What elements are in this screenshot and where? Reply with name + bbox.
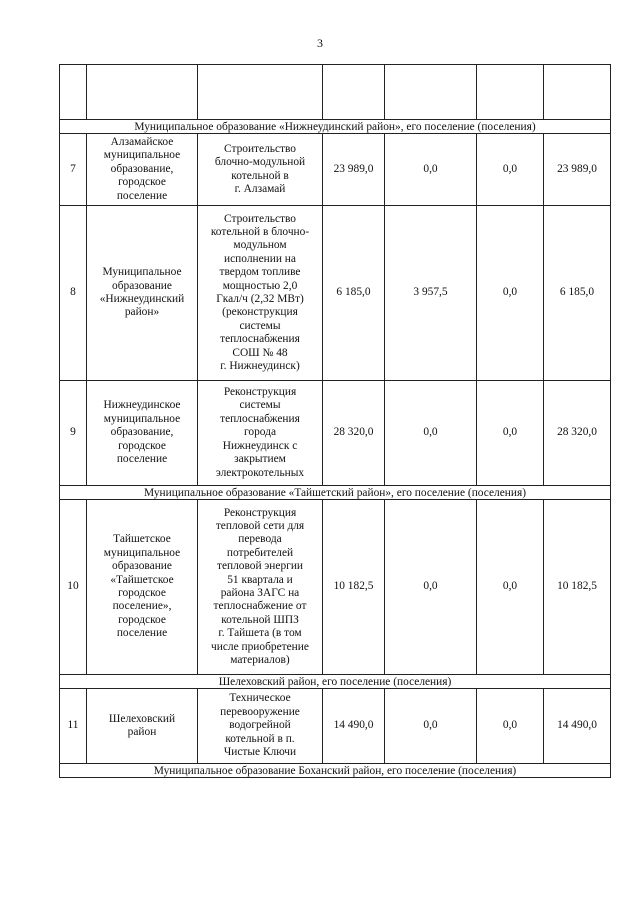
table-row <box>60 689 611 764</box>
project-cell <box>198 134 323 206</box>
value-cell: 0,0 <box>385 134 477 206</box>
value-cell: 14 490,0 <box>544 689 611 764</box>
value-cell: 6 185,0 <box>323 206 385 381</box>
value-cell: 28 320,0 <box>544 381 611 486</box>
value-cell: 0,0 <box>385 689 477 764</box>
project-cell <box>198 381 323 486</box>
header-cell <box>323 65 385 120</box>
table-row <box>60 134 611 206</box>
header-cell <box>385 65 477 120</box>
section-title: Муниципальное образование «Тайшетский район», его поселение (поселения) <box>60 486 611 500</box>
project-text: Реконструкция системы теплоснабжения города Нижнеудинск с закрытием электрокотельных <box>215 386 305 479</box>
header-cell <box>60 65 87 120</box>
municipality-text: Алзамайское муниципальное образование, городское поселение <box>103 135 181 202</box>
value-cell: 23 989,0 <box>544 134 611 206</box>
value-cell: 0,0 <box>385 381 477 486</box>
municipality-text: Муниципальное образование «Нижнеудинский район» <box>99 266 185 319</box>
municipality-cell <box>87 381 198 486</box>
value-cell: 10 182,5 <box>323 500 385 675</box>
project-text: Строительство блочно-модульной котельной в г. Алзамай <box>214 142 306 195</box>
table-row <box>60 206 611 381</box>
row-number: 9 <box>60 381 87 486</box>
municipality-text: Нижнеудинское муниципальное образование, городское поселение <box>103 399 181 466</box>
row-number: 11 <box>60 689 87 764</box>
value-cell: 0,0 <box>477 381 544 486</box>
row-number: 8 <box>60 206 87 381</box>
section-header <box>60 120 611 134</box>
project-cell <box>198 689 323 764</box>
project-text: Реконструкция тепловой сети для перевода потребителей тепловой энергии 51 квартала и района ЗАГС на теплоснабжение от котельной ШПЗ г. Тайшета (в том числе приобретение материалов) <box>211 506 309 667</box>
value-cell: 0,0 <box>477 500 544 675</box>
project-cell <box>198 500 323 675</box>
value-cell: 6 185,0 <box>544 206 611 381</box>
section-header <box>60 764 611 778</box>
value-cell: 28 320,0 <box>323 381 385 486</box>
header-cell <box>198 65 323 120</box>
value-cell: 0,0 <box>385 500 477 675</box>
page-number: 3 <box>317 36 323 50</box>
municipality-cell <box>87 689 198 764</box>
municipality-cell <box>87 206 198 381</box>
project-cell <box>198 206 323 381</box>
value-cell: 0,0 <box>477 206 544 381</box>
section-header <box>60 486 611 500</box>
section-title: Шелеховский район, его поселение (поселения) <box>60 675 611 689</box>
row-number: 7 <box>60 134 87 206</box>
value-cell: 14 490,0 <box>323 689 385 764</box>
value-cell: 10 182,5 <box>544 500 611 675</box>
section-header <box>60 675 611 689</box>
municipality-cell <box>87 134 198 206</box>
section-title: Муниципальное образование «Нижнеудинский район», его поселение (поселения) <box>60 120 611 134</box>
header-cell <box>87 65 198 120</box>
project-text: Техническое перевооружение водогрейной котельной в п. Чистые Ключи <box>220 692 300 759</box>
header-cell <box>544 65 611 120</box>
table-row <box>60 500 611 675</box>
municipality-text: Шелеховский район <box>108 712 176 738</box>
municipality-cell <box>87 500 198 675</box>
value-cell: 0,0 <box>477 689 544 764</box>
header-row <box>60 65 611 120</box>
row-number: 10 <box>60 500 87 675</box>
section-title: Муниципальное образование Боханский район, его поселение (поселения) <box>60 764 611 778</box>
project-text: Строительство котельной в блочно- модульном исполнении на твердом топливе мощностью 2,0 Гкал/ч (2,32 МВт) (реконструкция системы теплоснабжения СОШ № 48 г. Нижнеудинск) <box>210 212 310 373</box>
municipality-text: Тайшетское муниципальное образование «Тайшетское городское поселение», городское поселение <box>103 533 181 640</box>
value-cell: 3 957,5 <box>385 206 477 381</box>
value-cell: 23 989,0 <box>323 134 385 206</box>
table-row <box>60 381 611 486</box>
value-cell: 0,0 <box>477 134 544 206</box>
header-cell <box>477 65 544 120</box>
subsidy-table <box>59 64 611 778</box>
